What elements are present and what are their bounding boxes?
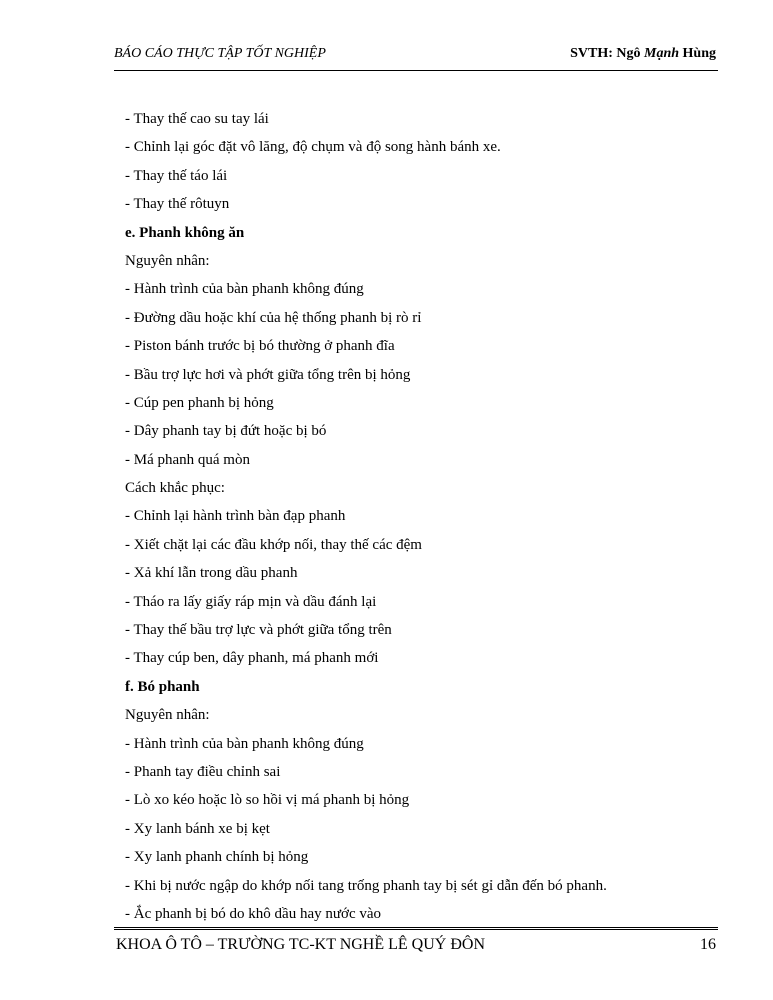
header-author-label: SVTH: <box>570 46 613 61</box>
body-line: - Piston bánh trước bị bó thường ở phanh đĩa <box>125 338 395 355</box>
page-number: 16 <box>700 936 716 953</box>
body-line: - Thay cúp ben, dây phanh, má phanh mới <box>125 650 379 667</box>
body-line: - Lò xo kéo hoặc lò so hồi vị má phanh bị hỏng <box>125 792 410 809</box>
header-author-middle: Mạnh <box>644 46 680 61</box>
body-line: - Cúp pen phanh bị hỏng <box>125 394 274 411</box>
subheading-cause: Nguyên nhân: <box>125 707 210 724</box>
body-line: - Khi bị nước ngập do khớp nối tang trống phanh tay bị sét gỉ dẫn đến bó phanh. <box>125 877 607 894</box>
body-line: - Xả khí lẫn trong dầu phanh <box>125 565 298 582</box>
body-line: - Chỉnh lại hành trình bàn đạp phanh <box>125 508 346 525</box>
header-divider <box>114 70 718 71</box>
page-footer <box>114 936 718 960</box>
body-line: - Xy lanh phanh chính bị hỏng <box>125 849 309 866</box>
page-header <box>114 44 718 70</box>
footer-divider <box>114 927 718 930</box>
body-line: - Bầu trợ lực hơi và phớt giữa tổng trên bị hỏng <box>125 366 411 383</box>
body-line: - Xy lanh bánh xe bị kẹt <box>125 820 270 837</box>
body-line: - Chỉnh lại góc đặt vô lăng, độ chụm và độ song hành bánh xe. <box>125 139 501 156</box>
body-line: - Hành trình của bàn phanh không đúng <box>125 735 364 752</box>
body-line: - Thay thế táo lái <box>125 167 228 184</box>
footer-school: KHOA Ô TÔ – TRƯỜNG TC-KT NGHỀ LÊ QUÝ ĐÔN <box>116 936 485 953</box>
body-line: - Má phanh quá mòn <box>125 451 250 468</box>
subheading-cause: Nguyên nhân: <box>125 252 210 269</box>
document-body <box>125 105 705 928</box>
header-author <box>570 46 716 62</box>
body-line: - Thay thế bầu trợ lực và phớt giữa tổng trên <box>125 622 392 639</box>
body-line: - Thay thế cao su tay lái <box>125 111 269 127</box>
header-title: BÁO CÁO THỰC TẬP TỐT NGHIỆP <box>114 46 326 61</box>
body-line: - Hành trình của bàn phanh không đúng <box>125 281 364 298</box>
body-line: - Dây phanh tay bị đứt hoặc bị bó <box>125 423 327 440</box>
header-author-first: Ngô <box>616 46 641 61</box>
body-line: - Xiết chặt lại các đầu khớp nối, thay thế các đệm <box>125 536 422 553</box>
header-author-last: Hùng <box>682 46 716 61</box>
body-line: - Thay thế rôtuyn <box>125 196 230 213</box>
section-heading-e: e. Phanh không ăn <box>125 224 245 241</box>
body-line: - Phanh tay điều chỉnh sai <box>125 763 281 780</box>
section-heading-f: f. Bó phanh <box>125 678 200 695</box>
body-line: - Tháo ra lấy giấy ráp mịn và dầu đánh lại <box>125 593 377 610</box>
body-line: - Ắc phanh bị bó do khô dầu hay nước vào <box>125 905 382 922</box>
subheading-remedy: Cách khắc phục: <box>125 480 225 497</box>
body-line: - Đường dầu hoặc khí của hệ thống phanh bị rò rỉ <box>125 309 422 326</box>
